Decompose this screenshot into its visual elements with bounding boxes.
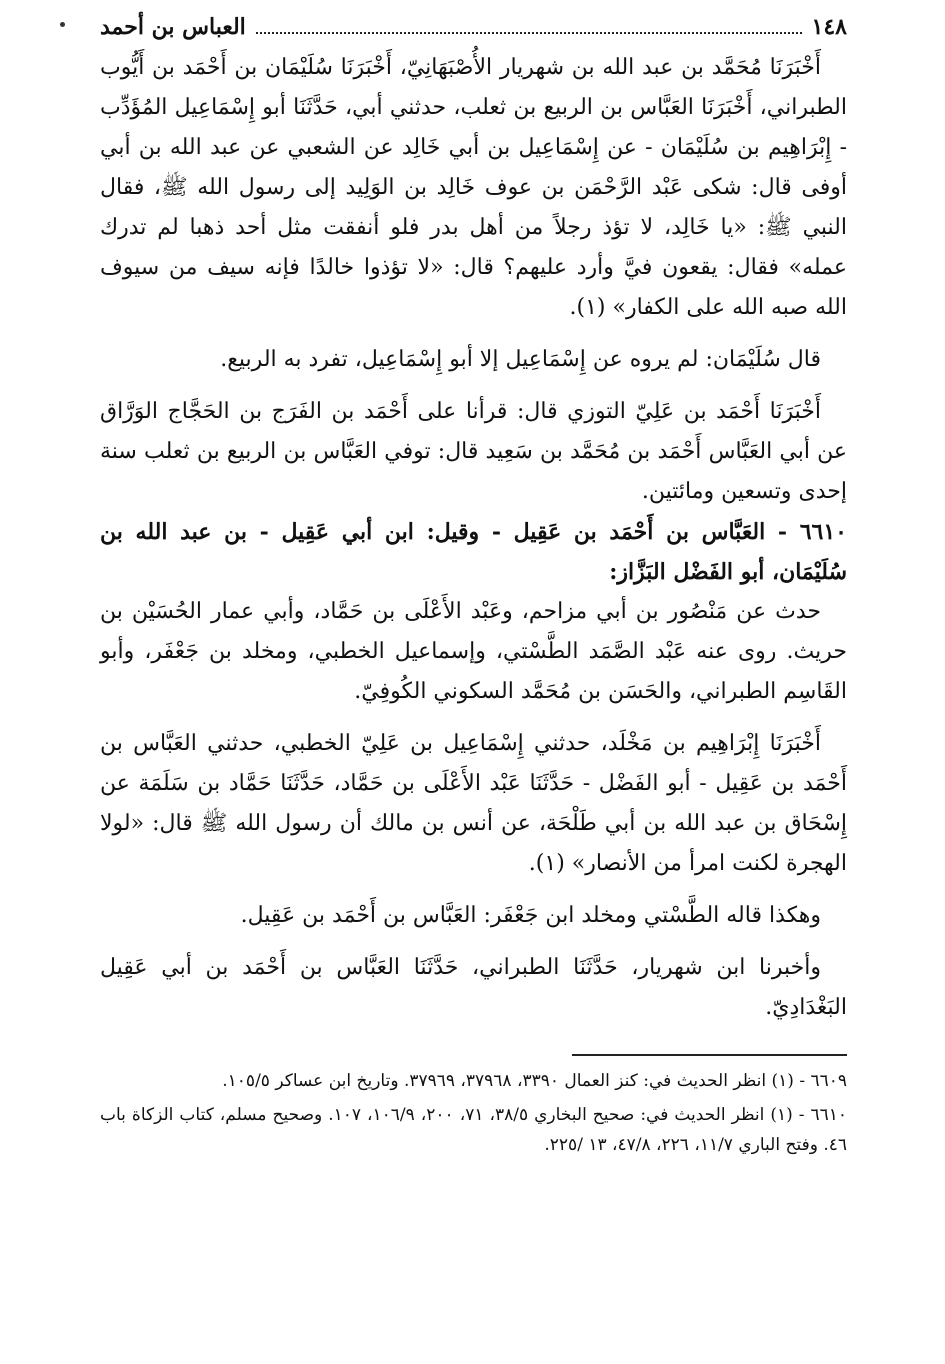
paragraph-narrators: حدث عن مَنْصُور بن أبي مزاحم، وعَبْد الأَعْلَى بن حَمَّاد، وأبي عمار الحُسَيْن بن حريث. روى عنه عَبْد الصَّمَد الطَّسْتي، وإسماعيل الخطبي، ومخلد بن جَعْفَر، وأبو القَاسِم الطبراني، والحَسَن بن مُحَمَّد السكوني الكُوفِيّ.: [100, 599, 847, 704]
main-text: [100, 48, 847, 1028]
scan-speck: [60, 22, 65, 27]
footnotes: [100, 1066, 847, 1160]
running-header: [100, 14, 847, 48]
header-dot-leader: [256, 32, 802, 34]
entry-heading-6610: ٦٦١٠ - العَبَّاس بن أَحْمَد بن عَقِيل - وقيل: ابن أبي عَقِيل - بن عبد الله بن سُلَيْمَان، أبو الفَضْل البَزَّاز:: [100, 519, 847, 585]
footnote-6610: ٦٦١٠ - (١) انظر الحديث في: صحيح البخاري ٣٨/٥، ٧١، ٢٠٠، ١٠٦/٩، ١٠٧. وصحيح مسلم، كتاب الزكاة باب ٤٦. وفتح الباري ١١/٧، ٢٢٦، ٤٧/٨، ١٣ /٢٢٥.: [100, 1105, 848, 1155]
page-number: ١٤٨: [811, 14, 847, 40]
paragraph-tasti-note: وهكذا قاله الطَّسْتي ومخلد ابن جَعْفَر: العَبَّاس بن أَحْمَد بن عَقِيل.: [240, 903, 821, 928]
paragraph-sulayman-note: قال سُلَيْمَان: لم يروه عن إِسْمَاعِيل إلا أبو إِسْمَاعِيل، تفرد به الربيع.: [220, 347, 821, 372]
running-title: العباس بن أحمد: [100, 14, 246, 40]
paragraph-hadith-khalid: أَخْبَرَنَا مُحَمَّد بن عبد الله بن شهريار الأُصْبَهَانِيّ، أَخْبَرَنَا سُلَيْمَان بن أَحْمَد بن أَيُّوب الطبراني، أَخْبَرَنَا العَبَّاس بن الربيع بن ثعلب، حدثني أبي، حَدَّثَنَا أبو إِسْمَاعِيل المُؤَدِّب - إِبْرَاهِيم بن سُلَيْمَان - عن إِسْمَاعِيل بن أبي خَالِد عن الشعبي عن عبد الله بن أبي أوفى قال: شكى عَبْد الرَّحْمَن بن عوف خَالِد بن الوَلِيد إلى رسول الله ﷺ، فقال النبي ﷺ: «يا خَالِد، لا تؤذ رجلاً من أهل بدر فلو أنفقت مثل أحد ذهبا لم تدرك عمله» فقال: يقعون فيَّ وأرد عليهم؟ قال: «لا تؤذوا خالدًا فإنه سيف من سيوف الله صبه الله على الكفار» (١).: [100, 55, 847, 320]
paragraph-ibn-shahriyar: وأخبرنا ابن شهريار، حَدَّثَنَا الطبراني، حَدَّثَنَا العَبَّاس بن أَحْمَد بن أبي عَقِيل البَغْدَادِيّ.: [100, 955, 847, 1020]
footnote-6609: ٦٦٠٩ - (١) انظر الحديث في: كنز العمال ٣٣٩٠، ٣٧٩٦٨، ٣٧٩٦٩. وتاريخ ابن عساكر ١٠٥/٥.: [222, 1071, 847, 1091]
footnote-separator: [572, 1054, 847, 1056]
paragraph-hadith-hijra: أَخْبَرَنَا إِبْرَاهِيم بن مَخْلَد، حدثني إِسْمَاعِيل بن عَلِيّ الخطبي، حدثني العَبَّاس بن أَحْمَد بن عَقِيل - أبو الفَضْل - حَدَّثَنَا عَبْد الأَعْلَى بن حَمَّاد، حَدَّثَنَا حَمَّاد بن سَلَمَة عن إِسْحَاق بن عبد الله بن أبي طَلْحَة، عن أنس بن مالك أن رسول الله ﷺ قال: «لولا الهجرة لكنت امرأ من الأنصار» (١).: [100, 731, 847, 876]
paragraph-death-date: أَخْبَرَنَا أَحْمَد بن عَلِيّ التوزي قال: قرأنا على أَحْمَد بن الفَرَج بن الحَجَّاج الوَرَّاق عن أبي العَبَّاس أَحْمَد بن مُحَمَّد بن سَعِيد قال: توفي العَبَّاس بن الربيع بن ثعلب سنة إحدى وتسعين ومائتين.: [100, 399, 847, 504]
